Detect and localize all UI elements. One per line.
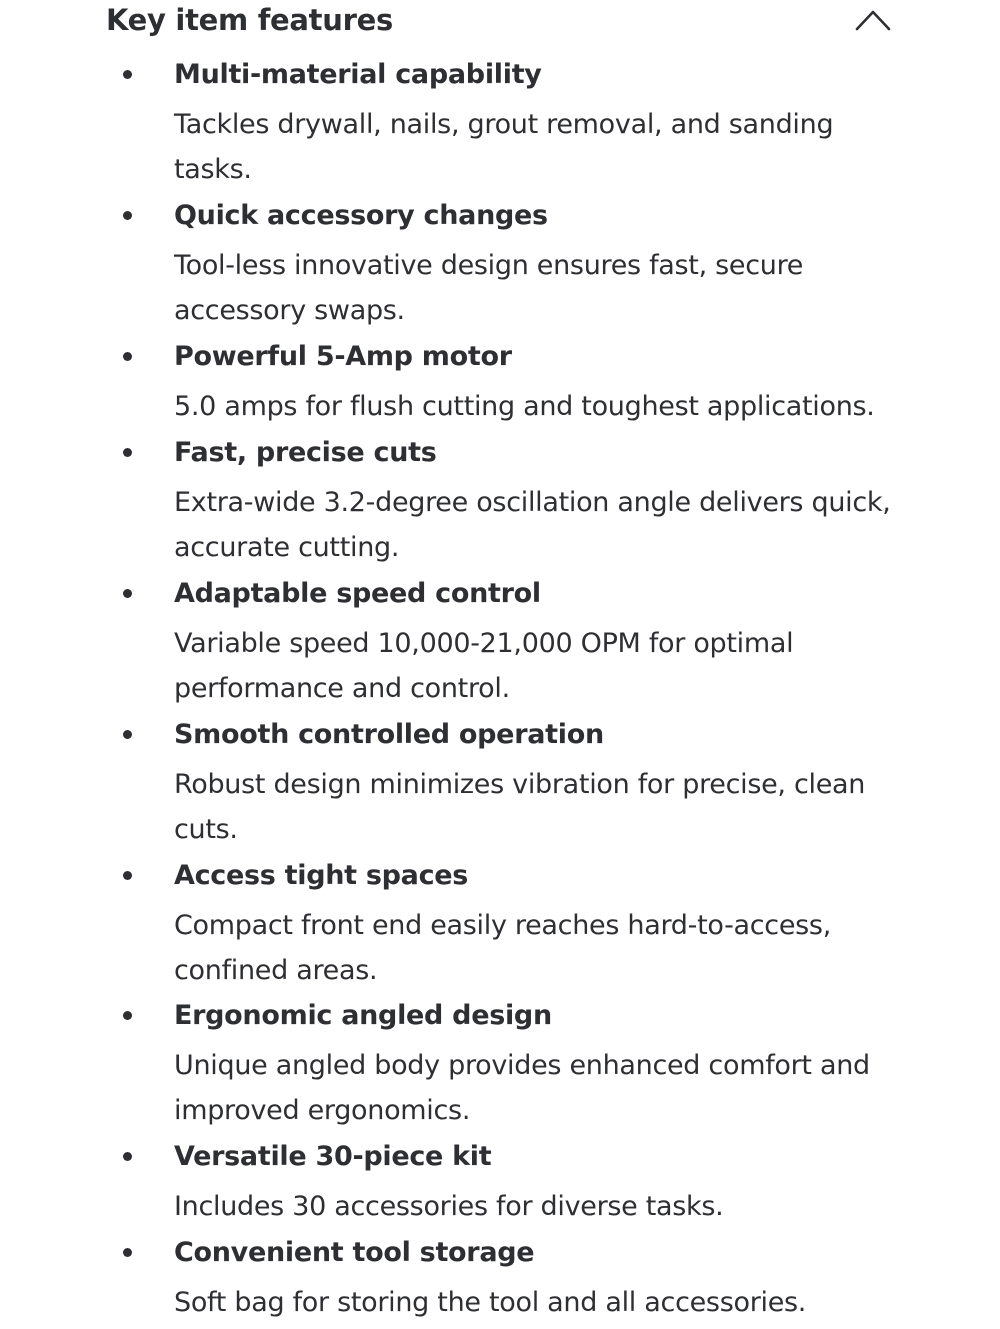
feature-title: Quick accessory changes	[174, 200, 548, 231]
bullet	[123, 1011, 132, 1020]
feature-description: Extra-wide 3.2-degree oscillation angle delivers quick, accurate cutting.	[174, 487, 891, 563]
bullet	[123, 352, 132, 361]
feature-description: Tool-less innovative design ensures fast, secure accessory swaps.	[174, 250, 804, 326]
bullet	[123, 448, 132, 457]
bullet	[123, 211, 132, 220]
feature-title: Convenient tool storage	[174, 1237, 535, 1268]
bullet	[123, 70, 132, 79]
feature-description: Variable speed 10,000-21,000 OPM for optimal performance and control.	[174, 628, 794, 704]
feature-title: Adaptable speed control	[174, 578, 541, 609]
feature-description: Robust design minimizes vibration for precise, clean cuts.	[174, 769, 866, 845]
bullet	[123, 589, 132, 598]
feature-title: Multi-material capability	[174, 59, 542, 90]
feature-title: Fast, precise cuts	[174, 437, 437, 468]
feature-description: 5.0 amps for flush cutting and toughest applications.	[174, 391, 875, 422]
feature-description: Unique angled body provides enhanced comfort and improved ergonomics.	[174, 1050, 870, 1126]
feature-title: Access tight spaces	[174, 860, 469, 891]
feature-title: Ergonomic angled design	[174, 1000, 552, 1031]
feature-description: Compact front end easily reaches hard-to-access, confined areas.	[174, 910, 831, 986]
bullet	[123, 871, 132, 880]
feature-title: Smooth controlled operation	[174, 719, 604, 750]
chevron-up-icon	[854, 2, 892, 36]
feature-title: Powerful 5-Amp motor	[174, 341, 512, 372]
bullet	[123, 1248, 132, 1257]
bullet	[123, 730, 132, 739]
feature-description: Tackles drywall, nails, grout removal, and sanding tasks.	[174, 109, 834, 185]
feature-title: Versatile 30-piece kit	[174, 1141, 492, 1172]
section-title: Key item features	[106, 3, 393, 37]
feature-description: Includes 30 accessories for diverse tasks.	[174, 1191, 724, 1222]
feature-description: Soft bag for storing the tool and all accessories.	[174, 1287, 807, 1318]
collapse-toggle-button[interactable]	[854, 2, 892, 36]
section-header	[106, 0, 896, 40]
bullet	[123, 1152, 132, 1161]
